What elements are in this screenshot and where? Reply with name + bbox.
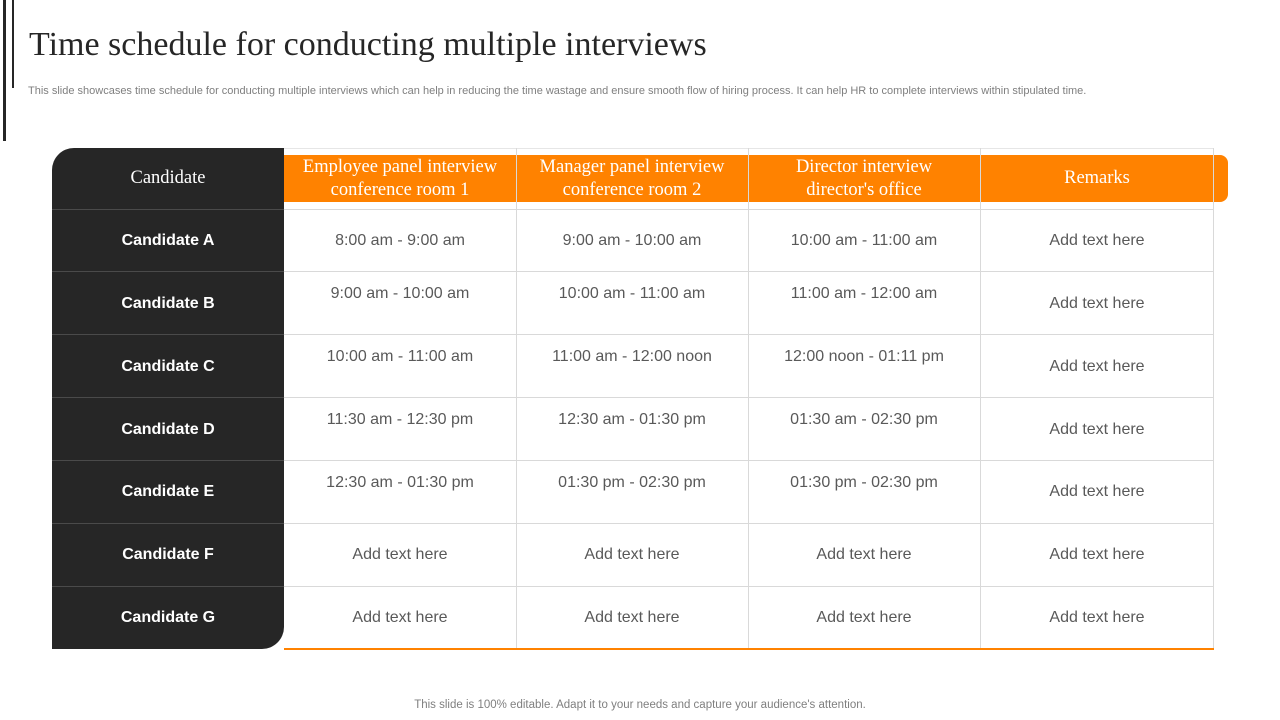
cell-remarks: Add text here — [1049, 483, 1145, 500]
cell-manager: 11:00 am - 12:00 noon — [552, 348, 712, 365]
cell-employee: 12:30 am - 01:30 pm — [326, 474, 474, 491]
cell-director: 01:30 pm - 02:30 pm — [790, 474, 938, 491]
slide-footer: This slide is 100% editable. Adapt it to your needs and capture your audience's attention. — [414, 699, 866, 711]
cell-manager: 9:00 am - 10:00 am — [562, 232, 702, 249]
cell-remarks: Add text here — [1049, 546, 1145, 563]
schedule-table — [52, 148, 1229, 650]
table-bottom-border — [284, 648, 1214, 650]
header-director-line2: director's office — [806, 179, 922, 200]
cell-manager: 01:30 pm - 02:30 pm — [558, 474, 706, 491]
row-divider — [284, 523, 1214, 524]
row-label-candidate-c: Candidate C — [121, 358, 215, 375]
cell-director: Add text here — [816, 546, 912, 563]
column-divider — [748, 148, 749, 649]
cell-remarks: Add text here — [1049, 358, 1145, 375]
cell-remarks: Add text here — [1049, 609, 1145, 626]
cell-manager: Add text here — [584, 546, 680, 563]
cell-director: 10:00 am - 11:00 am — [790, 232, 938, 249]
header-director-interview — [748, 155, 980, 202]
cell-employee: Add text here — [352, 609, 448, 626]
row-divider — [284, 334, 1214, 335]
column-divider — [516, 148, 517, 649]
cell-manager: 10:00 am - 11:00 am — [558, 285, 706, 302]
cell-employee: 9:00 am - 10:00 am — [330, 285, 470, 302]
cell-remarks: Add text here — [1049, 421, 1145, 438]
row-divider — [284, 209, 1214, 210]
slide-subtitle: This slide showcases time schedule for conducting multiple interviews which can help in reducing the time wastage and ensure smooth flow of hiring process. It can help HR to complete interviews within stipulated time. — [28, 85, 1087, 97]
cell-director: 11:00 am - 12:00 am — [790, 285, 938, 302]
row-label-candidate-b: Candidate B — [121, 295, 215, 312]
accent-bar-left — [3, 0, 6, 141]
cell-director: 12:00 noon - 01:11 pm — [784, 348, 944, 365]
row-label-candidate-a: Candidate A — [121, 232, 215, 249]
row-label-candidate-e: Candidate E — [121, 483, 215, 500]
header-employee-panel — [284, 155, 516, 202]
cell-director: Add text here — [816, 609, 912, 626]
cell-remarks: Add text here — [1049, 232, 1145, 249]
table-top-border — [284, 148, 1214, 149]
row-label-candidate-g: Candidate G — [120, 609, 216, 626]
header-manager-panel — [516, 155, 748, 202]
header-manager-line1: Manager panel interview — [539, 156, 725, 177]
row-divider — [284, 271, 1214, 272]
cell-remarks: Add text here — [1049, 295, 1145, 312]
header-remarks: Remarks — [1064, 168, 1130, 188]
row-divider — [284, 397, 1214, 398]
cell-employee: 8:00 am - 9:00 am — [335, 232, 465, 249]
slide-title: Time schedule for conducting multiple interviews — [29, 26, 707, 63]
row-label-candidate-f: Candidate F — [122, 546, 214, 563]
header-employee-line2: conference room 1 — [330, 179, 470, 200]
accent-bar-right — [12, 0, 14, 88]
column-divider — [1213, 148, 1214, 649]
header-candidate: Candidate — [130, 168, 206, 188]
cell-employee: 10:00 am - 11:00 am — [326, 348, 474, 365]
column-divider — [980, 148, 981, 649]
cell-manager: 12:30 am - 01:30 pm — [558, 411, 706, 428]
cell-employee: 11:30 am - 12:30 pm — [326, 411, 474, 428]
row-label-candidate-d: Candidate D — [121, 421, 215, 438]
header-director-line1: Director interview — [795, 156, 933, 177]
row-divider — [284, 586, 1214, 587]
row-divider — [284, 460, 1214, 461]
header-employee-line1: Employee panel interview — [302, 156, 498, 177]
header-manager-line2: conference room 2 — [562, 179, 702, 200]
cell-director: 01:30 am - 02:30 pm — [790, 411, 938, 428]
cell-manager: Add text here — [584, 609, 680, 626]
cell-employee: Add text here — [352, 546, 448, 563]
